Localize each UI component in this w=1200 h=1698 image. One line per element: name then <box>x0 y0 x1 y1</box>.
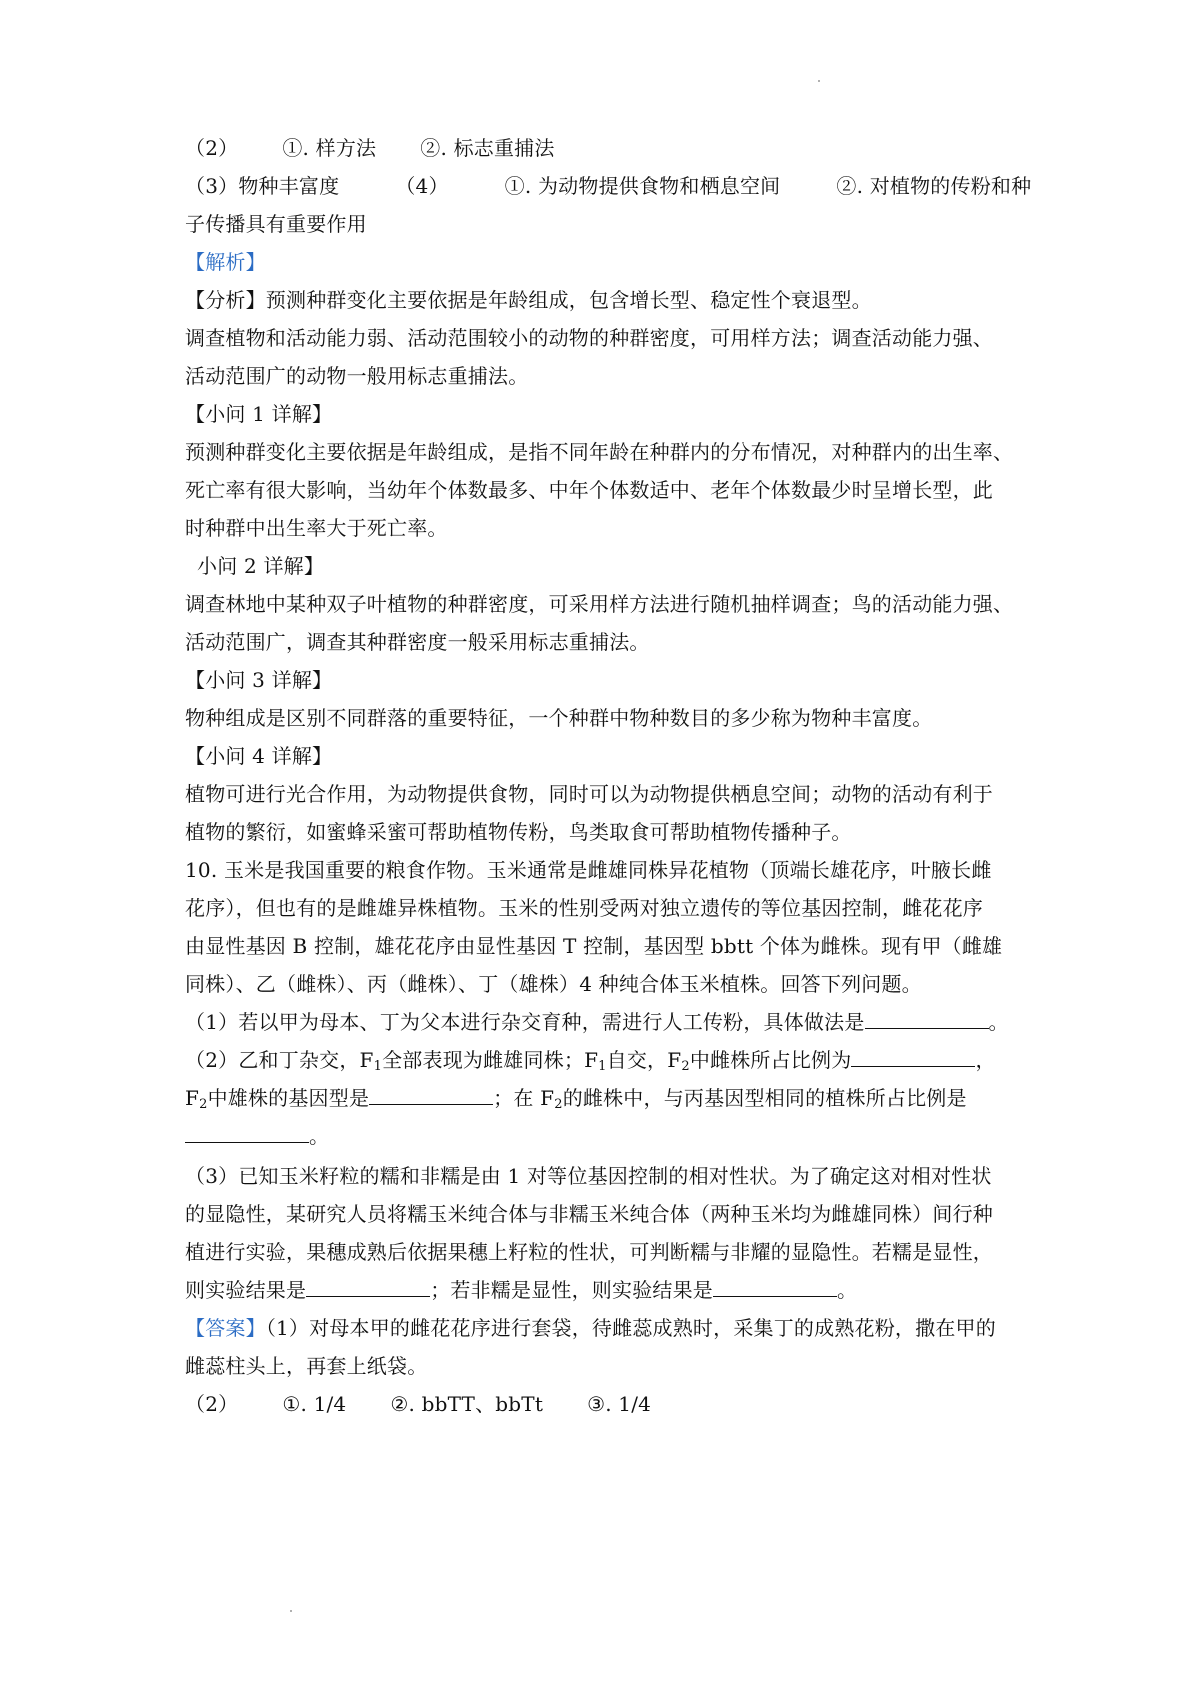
question-10-line: 10. 玉米是我国重要的粮食作物。玉米通常是雌雄同株异花植物（顶端长雄花序，叶腋长雌 <box>185 858 992 882</box>
text-line: 同株）、乙（雌株）、丙（雌株）、丁（雄株）4 种纯合体玉米植株。回答下列问题。 <box>185 972 922 996</box>
scan-dot-top <box>818 80 820 82</box>
text-line: 植物可进行光合作用，为动物提供食物，同时可以为动物提供栖息空间；动物的活动有利于 <box>185 782 993 806</box>
text-line: 调查林地中某种双子叶植物的种群密度，可采用样方法进行随机抽样调查；鸟的活动能力强、 <box>185 592 1014 616</box>
text-line: 由显性基因 B 控制，雄花花序由显性基因 T 控制，基因型 bbtt 个体为雌株。现有甲（雌雄 <box>185 934 1003 958</box>
text-line: 物种组成是区别不同群落的重要特征，一个种群中物种数目的多少称为物种丰富度。 <box>185 706 933 730</box>
text-line: 预测种群变化主要依据是年龄组成，是指不同年龄在种群内的分布情况，对种群内的出生率、 <box>185 440 1014 464</box>
text-span: ；在 F <box>493 1086 555 1110</box>
subscript: 2 <box>554 1097 563 1112</box>
sub-heading: 小问 2 详解】 <box>197 554 325 578</box>
sub-question-1 <box>185 1009 1035 1035</box>
answer-part: ①. 1/4 <box>282 1392 347 1416</box>
text-span: 。 <box>309 1124 330 1148</box>
answer-line-3-4 <box>185 173 1035 199</box>
answer-line-1 <box>185 1315 1035 1341</box>
section-heading-analysis: 【解析】 <box>185 250 266 274</box>
text-line: 活动范围广的动物一般用标志重捕法。 <box>185 364 529 388</box>
text-line: 活动范围广，调查其种群密度一般采用标志重捕法。 <box>185 630 650 654</box>
answer-part: ③. 1/4 <box>587 1392 652 1416</box>
scan-dot-bottom <box>290 1610 292 1612</box>
sub-question-3: （3）已知玉米籽粒的糯和非糯是由 1 对等位基因控制的相对性状。为了确定这对相对性状 <box>185 1164 992 1188</box>
text-span: 全部表现为雌雄同株；F <box>382 1048 599 1072</box>
answer-blank <box>865 1010 989 1029</box>
question-number: （2） <box>185 1392 239 1416</box>
sub-question-2 <box>185 1047 1035 1080</box>
answer-line-2 <box>185 135 1035 161</box>
subscript: 2 <box>681 1059 690 1074</box>
text-span: 的雌株中，与丙基因型相同的植株所占比例是 <box>562 1086 967 1110</box>
text-line: 植物的繁衍，如蜜蜂采蜜可帮助植物传粉，鸟类取食可帮助植物传播种子。 <box>185 820 852 844</box>
text-span: （2）乙和丁杂交，F <box>185 1048 374 1072</box>
sub-heading: 【小问 3 详解】 <box>185 668 333 692</box>
sub-heading: 【小问 4 详解】 <box>185 744 333 768</box>
answer-blank <box>306 1278 430 1297</box>
text-span: 中雄株的基因型是 <box>207 1086 370 1110</box>
text-line: 死亡率有很大影响，当幼年个体数最多、中年个体数适中、老年个体数最少时呈增长型，此 <box>185 478 993 502</box>
text-span: ， <box>975 1048 996 1072</box>
answer-part: ①. 为动物提供食物和栖息空间 <box>504 174 781 198</box>
subscript: 1 <box>373 1059 383 1074</box>
text-line: 的显隐性，某研究人员将糯玉米纯合体与非糯玉米纯合体（两种玉米均为雌雄同株）间行种 <box>185 1202 993 1226</box>
text-span: 中雌株所占比例为 <box>689 1048 852 1072</box>
sub-question-2-end <box>185 1123 1035 1149</box>
text-span: （1）对母本甲的雌花花序进行套袋，待雌蕊成熟时，采集丁的成熟花粉，撒在甲的 <box>265 1316 996 1340</box>
sub-question-2-cont <box>185 1085 1035 1118</box>
text-line: 调查植物和活动能力弱、活动范围较小的动物的种群密度，可用样方法；调查活动能力强、 <box>185 326 993 350</box>
answer-part: （3）物种丰富度 <box>185 174 340 198</box>
question-number: （4） <box>395 174 449 198</box>
text-span: 。 <box>988 1010 1009 1034</box>
answer-blank <box>851 1048 975 1067</box>
answer-part: ②. 标志重捕法 <box>420 136 555 160</box>
text-span: 。 <box>837 1278 858 1302</box>
text-span: 则实验结果是 <box>185 1278 307 1302</box>
text-line: 花序），但也有的是雌雄异株植物。玉米的性别受两对独立遗传的等位基因控制，雌花花序 <box>185 896 983 920</box>
answer-part: ②. 对植物的传粉和种 <box>836 174 1032 198</box>
text-span: ；若非糯是显性，则实验结果是 <box>430 1278 714 1302</box>
sub-question-3-blanks <box>185 1277 1035 1303</box>
answer-part: ②. bbTT、bbTt <box>390 1392 544 1416</box>
answer-part: ①. 样方法 <box>282 136 377 160</box>
text-line: 【分析】预测种群变化主要依据是年龄组成，包含增长型、稳定性个衰退型。 <box>185 288 872 312</box>
subscript: 2 <box>199 1097 208 1112</box>
subscript: 1 <box>598 1059 607 1074</box>
question-number: （2） <box>185 136 239 160</box>
text-span: 自交，F <box>606 1048 682 1072</box>
sub-heading: 【小问 1 详解】 <box>185 402 333 426</box>
text-line: 雌蕊柱头上，再套上纸袋。 <box>185 1354 428 1378</box>
text-span: F <box>185 1086 200 1110</box>
answer-tag: 【答案】 <box>185 1316 266 1340</box>
text-line: 时种群中出生率大于死亡率。 <box>185 516 448 540</box>
answer-line-2b <box>185 1391 1035 1417</box>
text-line: 植进行实验，果穗成熟后依据果穗上籽粒的性状，可判断糯与非耀的显隐性。若糯是显性， <box>185 1240 993 1264</box>
answer-blank <box>185 1124 309 1143</box>
answer-blank <box>369 1086 493 1105</box>
text-span: （1）若以甲为母本、丁为父本进行杂交育种，需进行人工传粉，具体做法是 <box>185 1010 865 1034</box>
text-line: 子传播具有重要作用 <box>185 212 367 236</box>
answer-blank <box>713 1278 837 1297</box>
